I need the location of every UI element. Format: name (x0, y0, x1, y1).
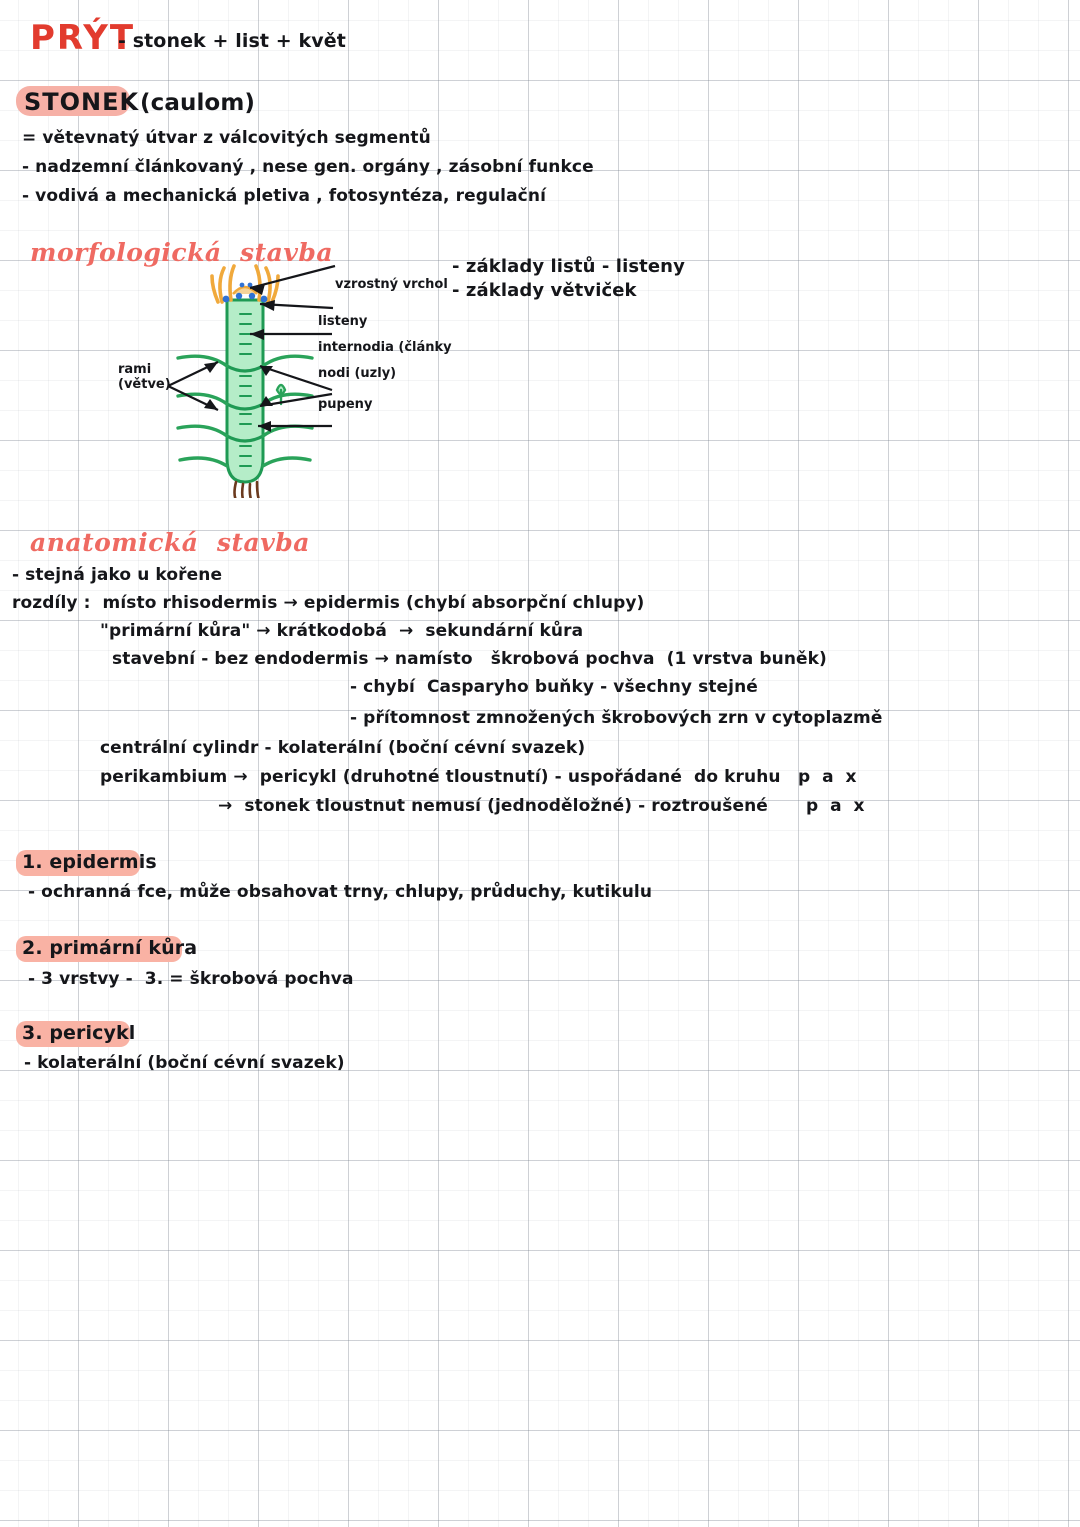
note-zaklady-listu: - základy listů - listeny (452, 256, 685, 277)
stonek-latin-name: (caulom) (140, 90, 256, 116)
section-3-title: 3. pericykl (22, 1022, 136, 1044)
section-2-body: - 3 vrstvy - 3. = škrobová pochva (28, 969, 354, 989)
anatomicka-line-8: → stonek tloustnut nemusí (jednoděložné) - roztroušené (218, 796, 768, 816)
anatomicka-heading: anatomická stavba (30, 528, 310, 557)
title-definition: - stonek + list + květ (118, 30, 346, 52)
section-3-body: - kolaterální (boční cévní svazek) (24, 1053, 345, 1073)
stonek-heading: STONEK (24, 88, 140, 116)
diagram-label-internodia: internodia (články (318, 340, 452, 355)
anatomicka-line-1: rozdíly : místo rhisodermis → epidermis (chybí absorpční chlupy) (12, 593, 645, 613)
diagram-label-nodi: nodi (uzly) (318, 366, 397, 381)
anatomicka-line-6: centrální cylindr - kolaterální (boční cévní svazek) (100, 738, 586, 758)
anatomicka-line-3: stavební - bez endodermis → namísto škrobová pochva (1 vrstva buněk) (112, 649, 827, 669)
section-2-title: 2. primární kůra (22, 937, 198, 959)
stonek-line-1: - nadzemní článkovaný , nese gen. orgány , zásobní funkce (22, 157, 594, 177)
stem-diagram (100, 258, 740, 498)
pax-mark-0: p a x (798, 767, 860, 787)
anatomicka-line-7: perikambium → pericykl (druhotné tloustnutí) - uspořádané do kruhu (100, 767, 781, 787)
note-zaklady-vetvicek: - základy větviček (452, 280, 637, 301)
diagram-label-rami-cz: (větve) (118, 377, 171, 392)
page-title: PRÝT (30, 18, 136, 58)
stonek-line-0: = větevnatý útvar z válcovitých segmentů (22, 128, 431, 148)
pax-mark-1: p a x (806, 796, 868, 816)
diagram-label-pupeny: pupeny (318, 397, 373, 412)
diagram-label-rami: rami (118, 362, 152, 377)
anatomicka-line-0: - stejná jako u kořene (12, 565, 223, 585)
section-1-body: - ochranná fce, může obsahovat trny, chlupy, průduchy, kutikulu (28, 882, 653, 902)
anatomicka-line-4: - chybí Casparyho buňky - všechny stejné (350, 677, 758, 697)
stonek-line-2: - vodivá a mechanická pletiva , fotosyntéza, regulační (22, 186, 546, 206)
diagram-label-apex: vzrostný vrchol (335, 277, 448, 292)
diagram-label-listeny: listeny (318, 314, 368, 329)
anatomicka-line-2: "primární kůra" → krátkodobá → sekundární kůra (100, 621, 584, 641)
section-1-title: 1. epidermis (22, 851, 157, 873)
anatomicka-line-5: - přítomnost zmnožených škrobových zrn v cytoplazmě (350, 708, 883, 728)
morfologicka-heading: morfologická stavba (30, 238, 334, 267)
